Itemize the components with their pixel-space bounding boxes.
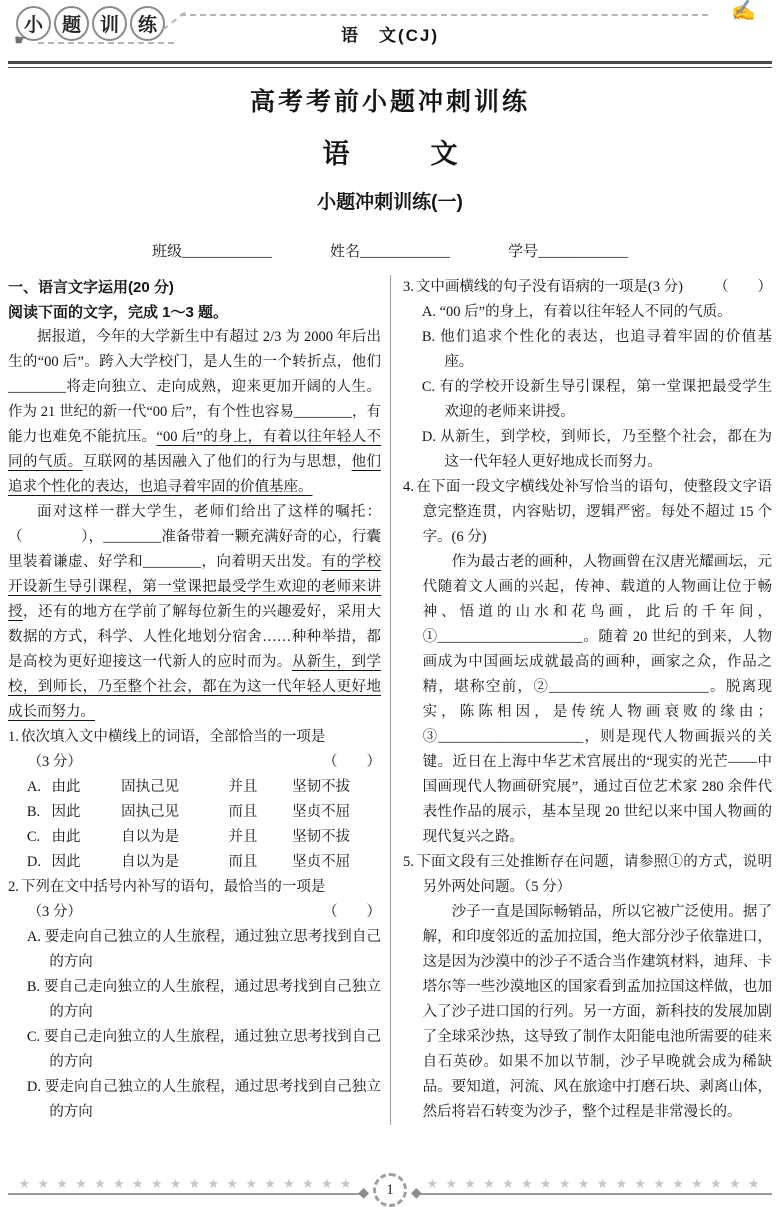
right-column bbox=[390, 275, 772, 1125]
option-a bbox=[27, 925, 381, 975]
option-word: 由此 bbox=[51, 829, 81, 845]
option-label: D. bbox=[26, 1079, 41, 1095]
option-text: 他们追求个性化的表达，也追寻着牢固的价值基座。 bbox=[440, 329, 773, 370]
option-text: 要走向自己独立的人生旅程，通过思考找到自己独立的方向 bbox=[44, 1079, 382, 1120]
class-label: 班级 bbox=[151, 244, 182, 260]
student-info-row bbox=[8, 240, 772, 261]
option-text: 要走向自己独立的人生旅程，通过独立思考找到自己的方向 bbox=[44, 929, 382, 970]
footer-star-rule-right bbox=[411, 1176, 772, 1201]
logo-char-circle: 练 bbox=[130, 6, 165, 41]
student-id-label: 学号 bbox=[508, 244, 539, 260]
question-stem-text: 在下面一段文字横线处补写恰当的语句，使整段文字语意完整连贯，内容贴切，逻辑严密。每处不超过 15 个字。(6 分) bbox=[415, 479, 772, 545]
option-word: 由此 bbox=[51, 779, 81, 795]
option-text: 有的学校开设新生导引课程，第一堂课把最受学生欢迎的老师来讲授。 bbox=[439, 379, 773, 420]
question-5 bbox=[403, 850, 772, 1125]
option-label: B. bbox=[421, 329, 436, 345]
diamond-icon: ◆ bbox=[358, 1186, 369, 1201]
option-text: 从新生，到学校，到师长，乃至整个社会，都在为这一代年轻人更好地成长而努力。 bbox=[440, 429, 773, 470]
header-subject-title: 语 文(CJ) bbox=[340, 26, 440, 45]
header-divider bbox=[8, 61, 772, 68]
option-c bbox=[422, 375, 772, 425]
pointing-hand-icon: ☛ bbox=[14, 33, 28, 49]
class-blank: ____________ bbox=[181, 244, 272, 260]
option-text: 要自己走向独立的人生旅程，通过思考找到自己独立的方向 bbox=[43, 979, 382, 1020]
option-label: A. bbox=[421, 304, 436, 320]
option-b bbox=[422, 325, 772, 375]
question-stem-text: 下面文段有三处推断存在问题，请参照①的方式，说明另外两处问题。（5 分） bbox=[415, 854, 772, 895]
star-row-icon: ★ ★ ★ ★ ★ ★ ★ ★ ★ ★ ★ ★ ★ ★ ★ ★ ★ ★ bbox=[18, 1176, 354, 1191]
underlined-sentence-c: 有的学校开设新生导引课程，第一堂课把最受学生欢迎的老师来讲授 bbox=[8, 554, 381, 620]
option-b bbox=[27, 975, 381, 1025]
option-word: 坚韧不拔 bbox=[292, 779, 351, 795]
section-heading: 一、语言文字运用(20 分) bbox=[8, 279, 174, 296]
question-number: 3. bbox=[403, 279, 414, 295]
option-word: 并且 bbox=[228, 779, 258, 795]
brand-logo bbox=[16, 6, 168, 41]
passage-text: 据报道，今年的大学新生中有超过 2/3 为 2000 年后出生的“00 后”。跨入大学校门，是人生的一个转折点，他们________将走向独立、走向成熟，迎来更加开阔的人生。作为 21 世纪的新一代“00 后”，有个性也容易________，有能力也难免不能抗压。 bbox=[8, 329, 381, 445]
option-text: “00 后”的身上，有着以往年轻人不同的气质。 bbox=[439, 304, 732, 320]
question-stem-text: 下列在文中括号内补写的语句，最恰当的一项是 bbox=[20, 879, 326, 895]
passage-paragraph-2 bbox=[8, 500, 381, 725]
reading-instruction: 阅读下面的文字，完成 1～3 题。 bbox=[8, 304, 229, 321]
score-label: （3 分） bbox=[27, 754, 82, 770]
option-label: C. bbox=[421, 379, 436, 395]
two-column-body bbox=[8, 275, 772, 1125]
logo-char-circle: 题 bbox=[54, 6, 89, 41]
logo-char-circle: 小 bbox=[16, 6, 51, 41]
diamond-icon: ◆ bbox=[411, 1186, 422, 1201]
option-word: 自以为是 bbox=[121, 829, 180, 845]
question-stem-text: 依次填入文中横线上的词语，全部恰当的一项是 bbox=[20, 729, 326, 745]
name-blank: ____________ bbox=[360, 244, 450, 260]
page-number-badge bbox=[373, 1173, 407, 1207]
option-label: B. bbox=[26, 979, 41, 995]
question-number: 5. bbox=[403, 854, 414, 870]
question-2-stem bbox=[8, 875, 381, 900]
logo-char-circle: 训 bbox=[92, 6, 127, 41]
star-row-icon: ★ ★ ★ ★ ★ ★ ★ ★ ★ ★ ★ ★ ★ ★ ★ ★ ★ ★ bbox=[426, 1176, 762, 1191]
question-number: 1. bbox=[8, 729, 19, 745]
question-1-score-line bbox=[8, 750, 381, 775]
question-2-score-line bbox=[8, 900, 381, 925]
option-word: 而且 bbox=[228, 854, 258, 870]
exam-main-title: 高考考前小题冲刺训练 bbox=[249, 88, 530, 116]
question-4-stem bbox=[403, 475, 772, 550]
question-1-options bbox=[27, 775, 381, 875]
left-column bbox=[8, 275, 390, 1125]
passage-paragraph-1 bbox=[8, 325, 381, 500]
option-word: 坚贞不屈 bbox=[292, 854, 351, 870]
option-label: A. bbox=[26, 779, 41, 795]
question-3 bbox=[403, 275, 772, 475]
exam-subject-title: 语 文 bbox=[322, 139, 458, 169]
passage-text: 面对这样一群大学生，老师们给出了这样的嘱托：（ ），________准备带着一颗充满好奇的心，行囊里装着谦虚、好学和________，向着明天出发。 bbox=[8, 504, 381, 570]
page-number: 1 bbox=[386, 1181, 394, 1198]
score-label: （3 分） bbox=[27, 904, 82, 920]
option-word: 坚韧不拔 bbox=[292, 829, 351, 845]
question-5-passage: 沙子一直是国际畅销品，所以它被广泛使用。据了解，和印度邻近的孟加拉国，绝大部分沙子依靠进口，这是因为沙漠中的沙子不适合当作建筑材料，迪拜、卡塔尔等一些沙漠地区的国家看到孟加拉国这样做，也加入了沙子进口国的行列。另一方面，新科技的发展加剧了全球采沙热，这导致了制作太阳能电池所需要的硅来自石英砂。如果不加以节制，沙子早晚就会成为稀缺品。要知道，河流、风在旅途中打磨石块、剥离山体，然后将岩石转变为沙子，整个过程是非常漫长的。 bbox=[422, 904, 772, 1120]
name-field bbox=[330, 240, 450, 261]
dashed-rule bbox=[180, 14, 708, 16]
question-2 bbox=[8, 875, 381, 1125]
answer-bracket: （ ） bbox=[714, 279, 772, 295]
option-label: A. bbox=[26, 929, 41, 945]
question-stem-text: 文中画横线的句子没有语病的一项是(3 分) bbox=[415, 279, 683, 295]
student-id-field bbox=[508, 240, 628, 261]
footer-star-rule-left bbox=[8, 1176, 369, 1201]
option-label: C. bbox=[26, 829, 41, 845]
page-footer bbox=[8, 1173, 772, 1201]
option-word: 固执己见 bbox=[121, 804, 180, 820]
option-text: 要自己走向独立的人生旅程，通过独立思考找到自己的方向 bbox=[43, 1029, 382, 1070]
option-word: 而且 bbox=[228, 804, 258, 820]
option-label: C. bbox=[26, 1029, 41, 1045]
question-4-passage: 作为最古老的画种，人物画曾在汉唐光耀画坛，元代随着文人画的兴起，传神、载道的人物画让位于畅神、悟道的山水和花鸟画，此后的千年间，①____________________。随着 20 世纪的到来，人物画成为中国画坛成就最高的画种，画家之众，作品之精，堪称空前，②______________________。脱离现实，陈陈相因，是传统人物画衰败的缘由；③____________________，则是现代人物画振兴的关键。近日在上海中华艺术宫展出的“现实的光芒——中国画现代人物画研究展”，通过百位艺术家 280 余件代表性作品的展示，基本呈现 20 世纪以来中国人物画的现代复兴之路。 bbox=[422, 554, 772, 845]
option-d bbox=[422, 425, 772, 475]
passage-text: ，还有的地方在学前了解每位新生的兴趣爱好，采用大数据的方式，科学、人性化地划分宿舍……种种举措，都是高校为更好迎接这一代新人的应时而为。 bbox=[8, 604, 381, 670]
question-number: 2. bbox=[8, 879, 19, 895]
option-word: 因此 bbox=[51, 854, 81, 870]
option-c bbox=[27, 1025, 381, 1075]
underlined-sentence-d: 从新生，到学校，到师长，乃至整个社会，都在为这一代年轻人更好地成长而努力。 bbox=[8, 654, 381, 720]
question-number: 4. bbox=[403, 479, 414, 495]
passage-text: 互联网的基因融入了他们的行为与思想， bbox=[82, 454, 352, 470]
underlined-sentence-b: 他们追求个性化的表达，也追寻着牢固的价值基座。 bbox=[8, 454, 381, 495]
option-word: 坚贞不屈 bbox=[292, 804, 351, 820]
question-4 bbox=[403, 475, 772, 850]
option-label: D. bbox=[26, 854, 41, 870]
option-word: 因此 bbox=[51, 804, 81, 820]
exam-set-title: 小题冲刺训练(一) bbox=[317, 192, 463, 213]
dashed-rule-short bbox=[38, 42, 174, 44]
page-header bbox=[8, 0, 772, 54]
answer-bracket: （ ） bbox=[323, 904, 381, 920]
answer-bracket: （ ） bbox=[323, 754, 381, 770]
name-label: 姓名 bbox=[329, 244, 360, 260]
class-field bbox=[152, 240, 272, 261]
option-word: 并且 bbox=[228, 829, 258, 845]
question-1-stem bbox=[8, 725, 381, 750]
question-3-stem bbox=[403, 275, 772, 300]
writing-hand-icon: ✍ bbox=[731, 0, 756, 22]
question-1 bbox=[8, 725, 381, 875]
student-id-blank: ____________ bbox=[538, 244, 629, 260]
option-d bbox=[27, 1075, 381, 1125]
option-a bbox=[422, 300, 772, 325]
underlined-sentence-a: “00 后”的身上，有着以往年轻人不同的气质。 bbox=[8, 429, 382, 470]
option-word: 固执己见 bbox=[121, 779, 180, 795]
question-5-stem bbox=[403, 850, 772, 900]
option-label: B. bbox=[26, 804, 41, 820]
option-word: 自以为是 bbox=[121, 854, 180, 870]
option-label: D. bbox=[421, 429, 436, 445]
